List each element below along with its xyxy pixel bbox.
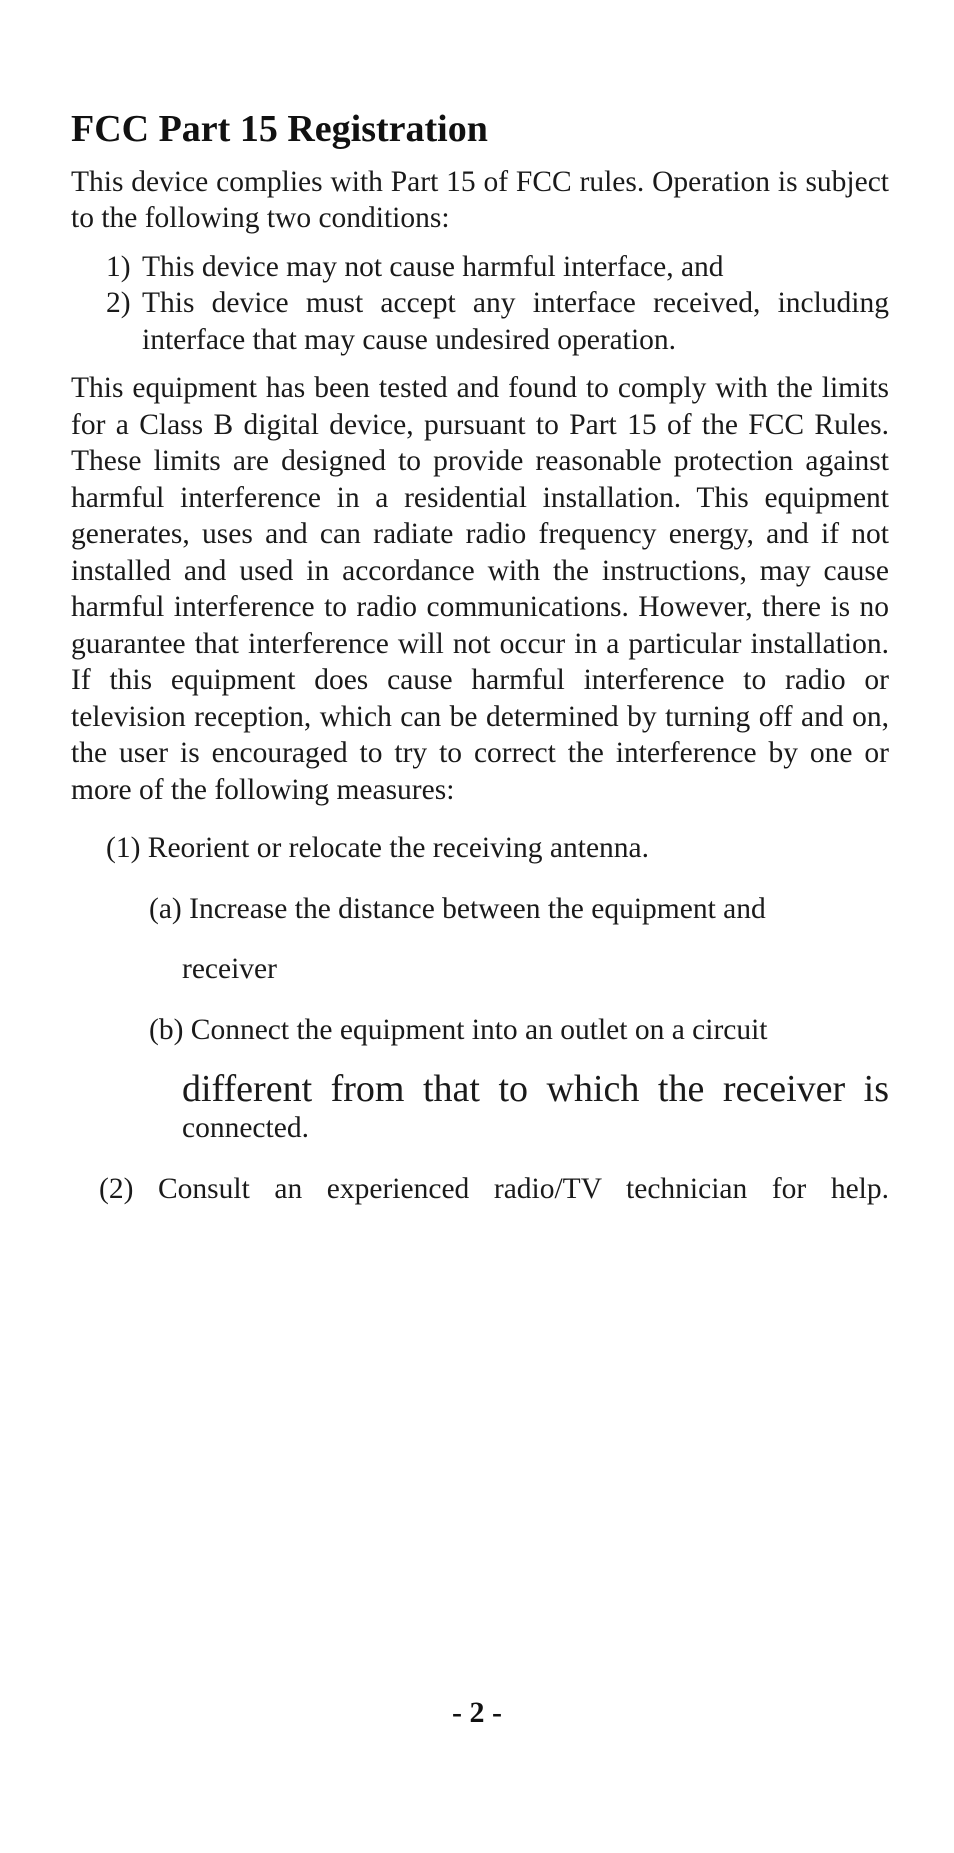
condition-text: This device may not cause harmful interface, and [142, 250, 724, 283]
condition-number: 1) [106, 250, 131, 283]
condition-text: This device must accept any interface received, including interface that may cause undesired operation. [142, 287, 889, 356]
measure-a: (a) Increase the distance between the equipment and [149, 892, 766, 925]
measure-a-continued: receiver [182, 953, 277, 986]
measure-b-continued: different from that to which the receiver is [182, 1068, 889, 1111]
measure-b-continued-end: connected. [182, 1112, 309, 1145]
measure-1: (1) Reorient or relocate the receiving antenna. [106, 832, 650, 865]
page-title: FCC Part 15 Registration [71, 108, 488, 150]
document-page [71, 108, 889, 1207]
intro-paragraph: This device complies with Part 15 of FCC rules. Operation is subject to the following two conditions: [71, 165, 889, 235]
measure-b: (b) Connect the equipment into an outlet on a circuit [149, 1013, 768, 1046]
page-number: - 2 - [452, 1696, 502, 1729]
conditions-list [71, 249, 889, 359]
measure-2: (2) Consult an experienced radio/TV technician for help. [99, 1172, 889, 1205]
condition-number: 2) [106, 287, 131, 320]
condition-item [71, 249, 889, 286]
condition-item [71, 285, 889, 358]
compliance-paragraph: This equipment has been tested and found to comply with the limits for a Class B digital device, pursuant to Part 15 of the FCC Rules. These limits are designed to provide reasonable protection against harmful interference in a residential installation. This equipment generates, uses and can radiate radio frequency energy, and if not installed and used in accordance with the instructions, may cause harmful interference to radio communications. However, there is no guarantee that interference will not occur in a particular installation. If this equipment does cause harmful interference to radio or television reception, which can be determined by turning off and on, the user is encouraged to try to correct the interference by one or more of the following measures: [71, 372, 889, 806]
